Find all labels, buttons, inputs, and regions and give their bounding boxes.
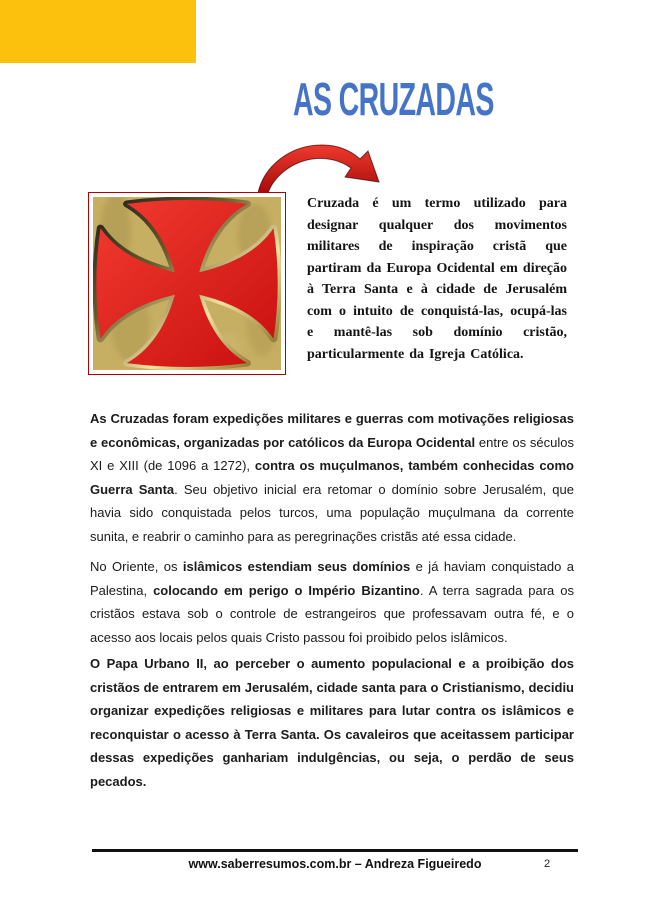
text-segment: . A terra sagrada para os cristãos estava sob o controle de estrangeiros que professavam outra fé, e o acesso aos locais pelos quais Cristo passou foi proibido pelos islâmicos.: [90, 582, 574, 645]
callout-paragraph: Cruzada é um termo utilizado para designar qualquer dos movimentos militares de inspiração cristã que partiram da Europa Ocidental em direção à Terra Santa e à cidade de Jerusalém com o intuito de conquistá-las, ocupá-las e mantê-las sob domínio cristão, particularmente da Igreja Católica.: [307, 196, 567, 362]
page-number: 2: [544, 858, 551, 870]
footer-divider: [92, 849, 578, 852]
curved-arrow-svg: [238, 136, 388, 194]
text-segment: . Seu objetivo inicial era retomar o domínio sobre Jerusalém, que havia sido conquistada pelos turcos, uma população muçulmana da corrente sunita, e reabrir o caminho para as peregrinações cristãs até essa cidade.: [90, 481, 574, 544]
yellow-accent-bar: [0, 0, 196, 63]
text-segment: contra os muçulmanos, também conhecidas como Guerra Santa: [90, 458, 574, 497]
body-paragraph-2: [90, 555, 574, 649]
text-segment: No Oriente, os: [90, 559, 183, 574]
page-title: [293, 73, 617, 125]
body-paragraph-3: [90, 652, 574, 793]
page-title-text: AS CRUZADAS: [293, 73, 494, 125]
curved-arrow-icon: [238, 136, 388, 194]
text-segment: colocando em perigo o Império Bizantino: [153, 582, 420, 598]
text-segment: O Papa Urbano II, ao perceber o aumento populacional e a proibição dos cristãos de entrarem em Jerusalém, cidade santa para o Cristianismo, decidiu organizar expedições religiosas e militares para lutar contra os islâmicos e reconquistar o acesso à Terra Santa. Os cavaleiros que aceitassem participar dessas expedições ganhariam indulgências, ou seja, o perdão de seus pecados.: [90, 656, 574, 789]
body-paragraph-1: [90, 407, 574, 548]
text-segment: As Cruzadas foram expedições militares e guerras com motivações religiosas e econômicas, organizadas por católicos da Europa Ocidental: [90, 411, 574, 450]
text-segment: e já haviam conquistado a Palestina,: [90, 559, 574, 598]
text-segment: entre os séculos XI e XIII (de 1096 a 1272),: [90, 434, 574, 473]
templar-cross-icon: [93, 197, 281, 370]
text-segment: islâmicos estendiam seus domínios: [182, 559, 411, 574]
templar-cross-figure: [88, 192, 286, 375]
footer-text: www.saberresumos.com.br – Andreza Figueiredo: [188, 857, 482, 871]
